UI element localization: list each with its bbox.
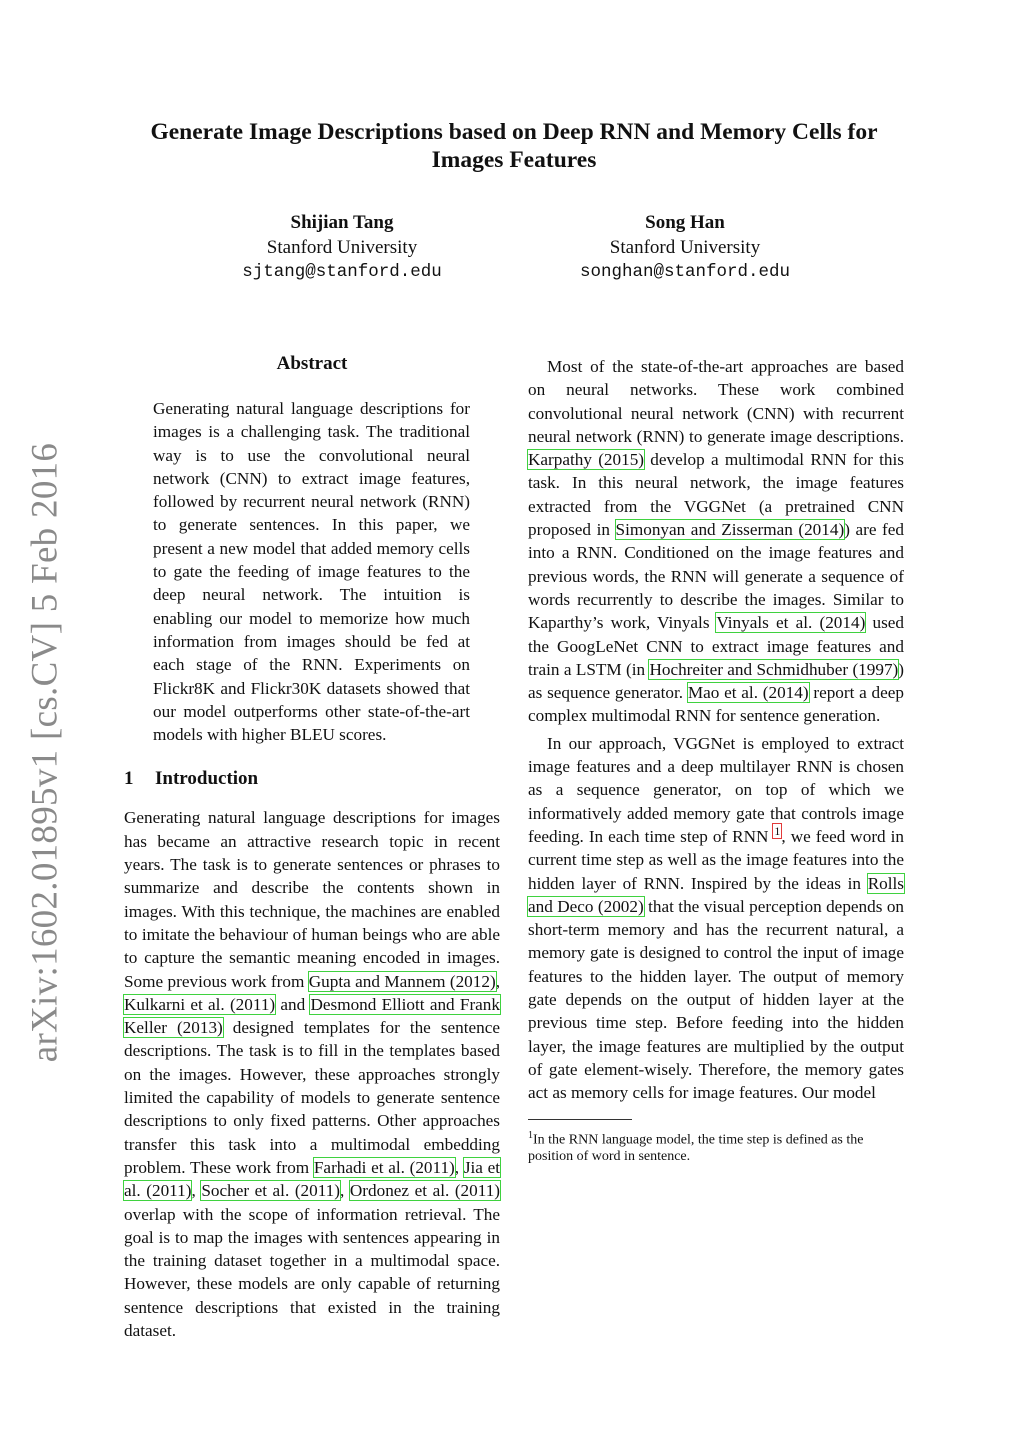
citation-link[interactable]: Karpathy (2015) (528, 450, 645, 470)
author-name: Shijian Tang (290, 212, 394, 233)
paragraph-text: Most of the state-of-the-art approaches are based on neural networks. These work combined convolutional neural network (CNN) with recurrent neural network (RNN) to generate image descriptions. (528, 357, 904, 446)
citation-link[interactable]: Vinyals et al. (2014) (716, 613, 866, 633)
author-block-1 (172, 211, 512, 285)
paragraph-text: , (454, 1157, 464, 1177)
paragraph-text: , we feed word in current time step as well as the image features into the hidden layer of RNN. Inspired by the ideas in (528, 826, 904, 893)
citation-link[interactable]: Hochreiter and Schmidhuber (1997) (649, 659, 899, 679)
section-number: 1 (124, 768, 134, 790)
citation-link[interactable]: Socher et al. (2011) (201, 1181, 341, 1201)
paragraph-text: , (495, 971, 500, 991)
citation-link[interactable]: Gupta and Mannem (2012) (308, 971, 496, 991)
paragraph-text: ) as sequence generator. (528, 659, 904, 703)
abstract-heading: Abstract (276, 353, 348, 374)
paragraph-text: overlap with the scope of information retrieval. The goal is to map the images with sentences appearing in the training dataset together in a multimodal space. However, these models are only capable of returning sentence descriptions that existed in the training dataset. (124, 1204, 500, 1340)
citation-link[interactable]: Mao et al. (2014) (687, 683, 809, 703)
paper-title-line-1: Generate Image Descriptions based on Deep RNN and Memory Cells for (150, 119, 878, 145)
paragraph-text: that the visual perception depends on short-term memory and has the recurrent natural, a memory gate is designed to control the input of image features to the hidden layer. The output of memory gate depends on the output of hidden layer at the previous time step. Before feeding into the hidden layer, the image features are multiplied by the output of gate element-wisely. Therefore, the memory gates act as memory cells for image features. Our model (528, 896, 905, 1103)
right-column (528, 351, 904, 1165)
citation-link[interactable]: Desmond Elliott and Frank Keller (2013) (124, 994, 500, 1038)
section-title: Introduction (155, 768, 259, 790)
citation-link[interactable]: Jia et al. (2011) (124, 1157, 501, 1201)
author-affiliation: Stanford University (266, 236, 418, 258)
citation-link[interactable]: Farhadi et al. (2011) (313, 1157, 455, 1177)
author-affiliation: Stanford University (609, 236, 761, 258)
citation-link[interactable]: Simonyan and Zisserman (2014) (615, 520, 845, 540)
arxiv-identifier: arXiv:1602.01895v1 [cs.CV] 5 Feb 2016 (24, 442, 66, 1062)
paragraph-text: Generating natural language descriptions for images has became an attractive research topic in recent years. The task is to generate sentences or phrases to summarize and describe the contents shown in images. With this technique, the machines are enabled to imitate the behaviour of human beings who are able to capture the semantic meaning encoded in images. Some previous work from (124, 808, 500, 991)
paragraph-text: designed templates for the sentence descriptions. The task is to fill in the templates based on the images. However, these approaches strongly limited the capability of models to generate sentence descriptions to only fixed patterns. Other approaches transfer this task into a multimodal embedding problem. These work from (124, 1018, 500, 1177)
paragraph-text: In our approach, VGGNet is employed to extract image features and a deep multilayer RNN is chosen as a sequence generator, on top of which we informatively added memory gate that controls image feeding. In each time step of RNN (528, 733, 904, 846)
intro-paragraph-3 (528, 732, 904, 1105)
paragraph-text: develop a multimodal RNN for this task. In this neural network, the image features extracted from the VGGNet (a pretrained CNN proposed in (528, 450, 904, 540)
footnote-text: In the RNN language model, the time step is defined as the position of word in sentence. (528, 1132, 864, 1165)
abstract-text: Generating natural language descriptions for images is a challenging task. The traditional way is to use the convolutional neural network (CNN) to extract image features, followed by recurrent neural network (RNN) to generate sentences. In this paper, we present a new model that added memory cells to gate the feeding of image features to the deep neural network. The intuition is enabling our model to memorize how much information from images should be fed at each stage of the RNN. Experiments on Flickr8K and Flickr30K datasets showed that our model outperforms other state-of-the-art models with higher BLEU scores. (153, 399, 470, 745)
footnote-divider (528, 1119, 632, 1120)
intro-paragraph-2 (528, 355, 904, 728)
footnote (528, 1127, 904, 1166)
author-name: Song Han (645, 212, 725, 233)
arxiv-sidebar (16, 442, 74, 1062)
paragraph-text: , (191, 1181, 202, 1201)
paragraph-text: ) are fed into a RNN. Conditioned on the image features and previous words, the RNN will generate a sequence of words recurrently to describe the images. Similar to Kaparthy’s work, Vinyals (528, 520, 904, 633)
paragraph-text: used the GoogLeNet CNN to extract image features and train a LSTM (in (528, 613, 904, 679)
paragraph-text: report a deep complex multimodal RNN for sentence generation. (528, 683, 904, 726)
paper-title (110, 118, 918, 174)
paragraph-text: , (340, 1181, 350, 1201)
author-block-2 (515, 211, 855, 285)
citation-link[interactable]: Ordonez et al. (2011) (349, 1181, 501, 1201)
footnote-mark: 1 (528, 1129, 533, 1141)
citation-link[interactable]: Kulkarni et al. (2011) (124, 994, 276, 1014)
author-email[interactable]: songhan@stanford.edu (579, 262, 791, 282)
paper-title-line-2: Images Features (431, 147, 597, 173)
citation-link[interactable]: Rolls and Deco (2002) (528, 873, 904, 916)
section-heading-introduction (124, 766, 500, 792)
paragraph-text: and (275, 994, 311, 1014)
intro-paragraph-1 (124, 806, 500, 1342)
author-email[interactable]: sjtang@stanford.edu (242, 262, 442, 282)
left-column (124, 351, 500, 1342)
footnote-reference-link[interactable]: 1 (774, 824, 781, 839)
